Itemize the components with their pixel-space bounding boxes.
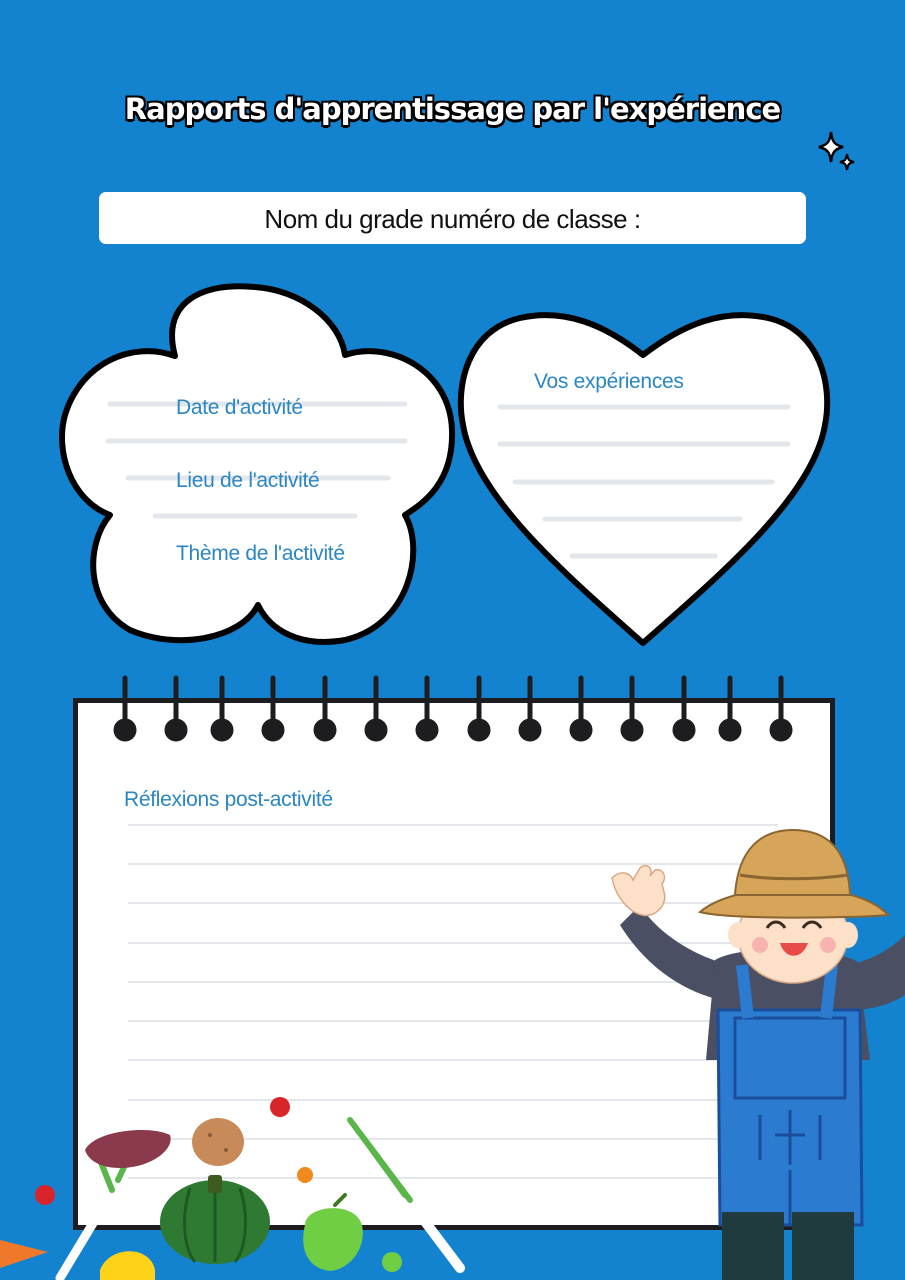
activity-place-label: Lieu de l'activité [176,469,320,492]
class-name-label: Nom du grade numéro de classe : [264,204,641,234]
reflections-label: Réflexions post-activité [124,788,333,811]
experiences-label: Vos expériences [534,370,684,393]
activity-theme-label: Thème de l'activité [176,542,345,565]
activity-date-label: Date d'activité [176,396,303,419]
page-title: Rapports d'apprentissage par l'expérience [124,92,781,126]
